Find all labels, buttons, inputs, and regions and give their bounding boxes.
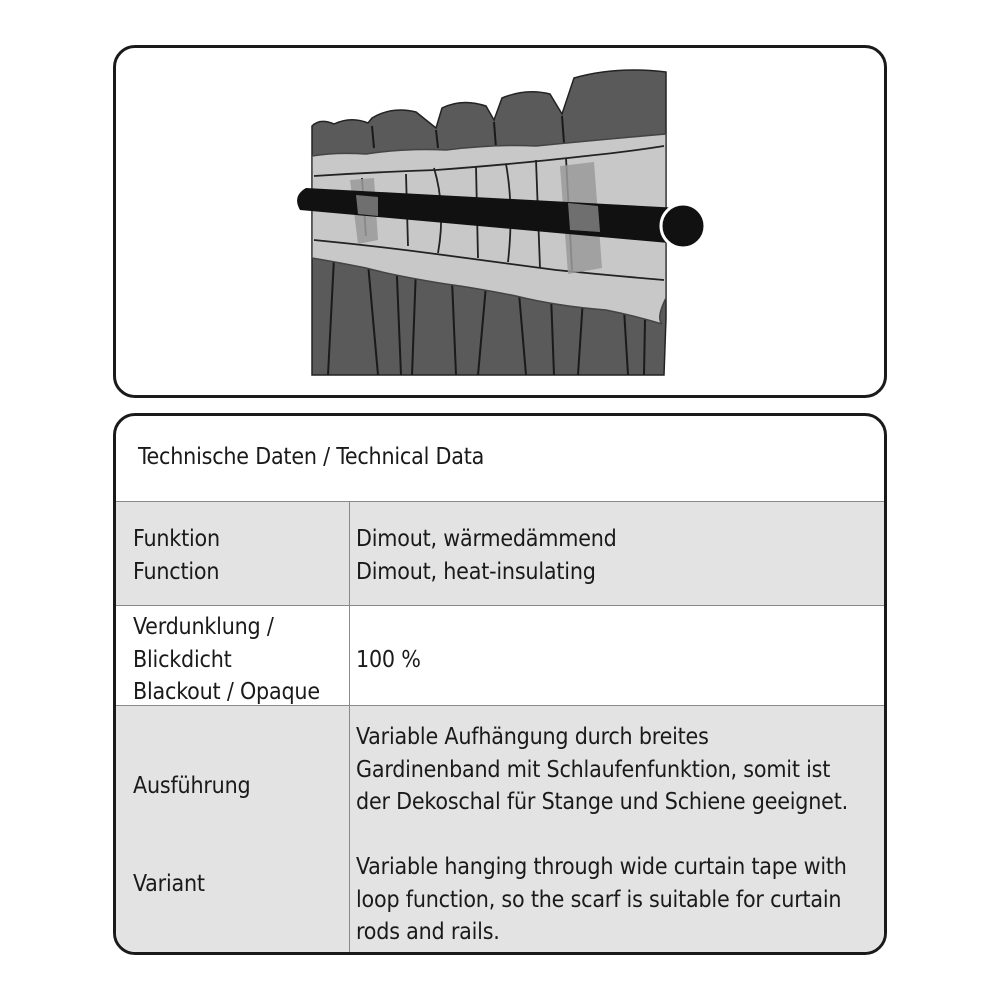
label-line: Blackout / Opaque <box>133 679 320 705</box>
value-blackout <box>356 644 421 677</box>
label-function <box>133 523 220 588</box>
value-line: Variable Aufhängung durch breites <box>356 724 709 750</box>
label-variant-de: Ausführung <box>133 773 251 799</box>
value-line: rods and rails. <box>356 919 500 945</box>
value-variant-en <box>356 851 847 949</box>
divider <box>116 605 884 606</box>
label-line: Function <box>133 558 220 585</box>
table-title: Technische Daten / Technical Data <box>138 444 485 470</box>
value-line: Variable hanging through wide curtain tape with <box>356 854 847 880</box>
value-line: Dimout, wärmedämmend <box>356 526 617 552</box>
value-function <box>356 523 617 588</box>
label-line: Blickdicht <box>133 646 232 673</box>
value-variant-de <box>356 721 848 819</box>
value-line: Gardinenband mit Schlaufenfunktion, somit ist <box>356 756 831 783</box>
label-variant-en: Variant <box>133 871 205 897</box>
label-line: Funktion <box>133 526 220 552</box>
column-divider <box>349 501 350 955</box>
curtain-on-rod-icon <box>116 48 884 395</box>
value-line: der Dekoschal für Stange und Schiene geeignet. <box>356 789 848 815</box>
illustration-panel <box>113 45 887 398</box>
label-line: Verdunklung / <box>133 614 274 640</box>
label-blackout <box>133 611 320 709</box>
curtain-rod-end <box>661 204 705 248</box>
value-line: 100 % <box>356 647 421 673</box>
value-line: Dimout, heat-insulating <box>356 558 596 585</box>
technical-data-table <box>113 413 887 955</box>
divider <box>116 501 884 502</box>
value-line: loop function, so the scarf is suitable for curtain <box>356 886 842 913</box>
